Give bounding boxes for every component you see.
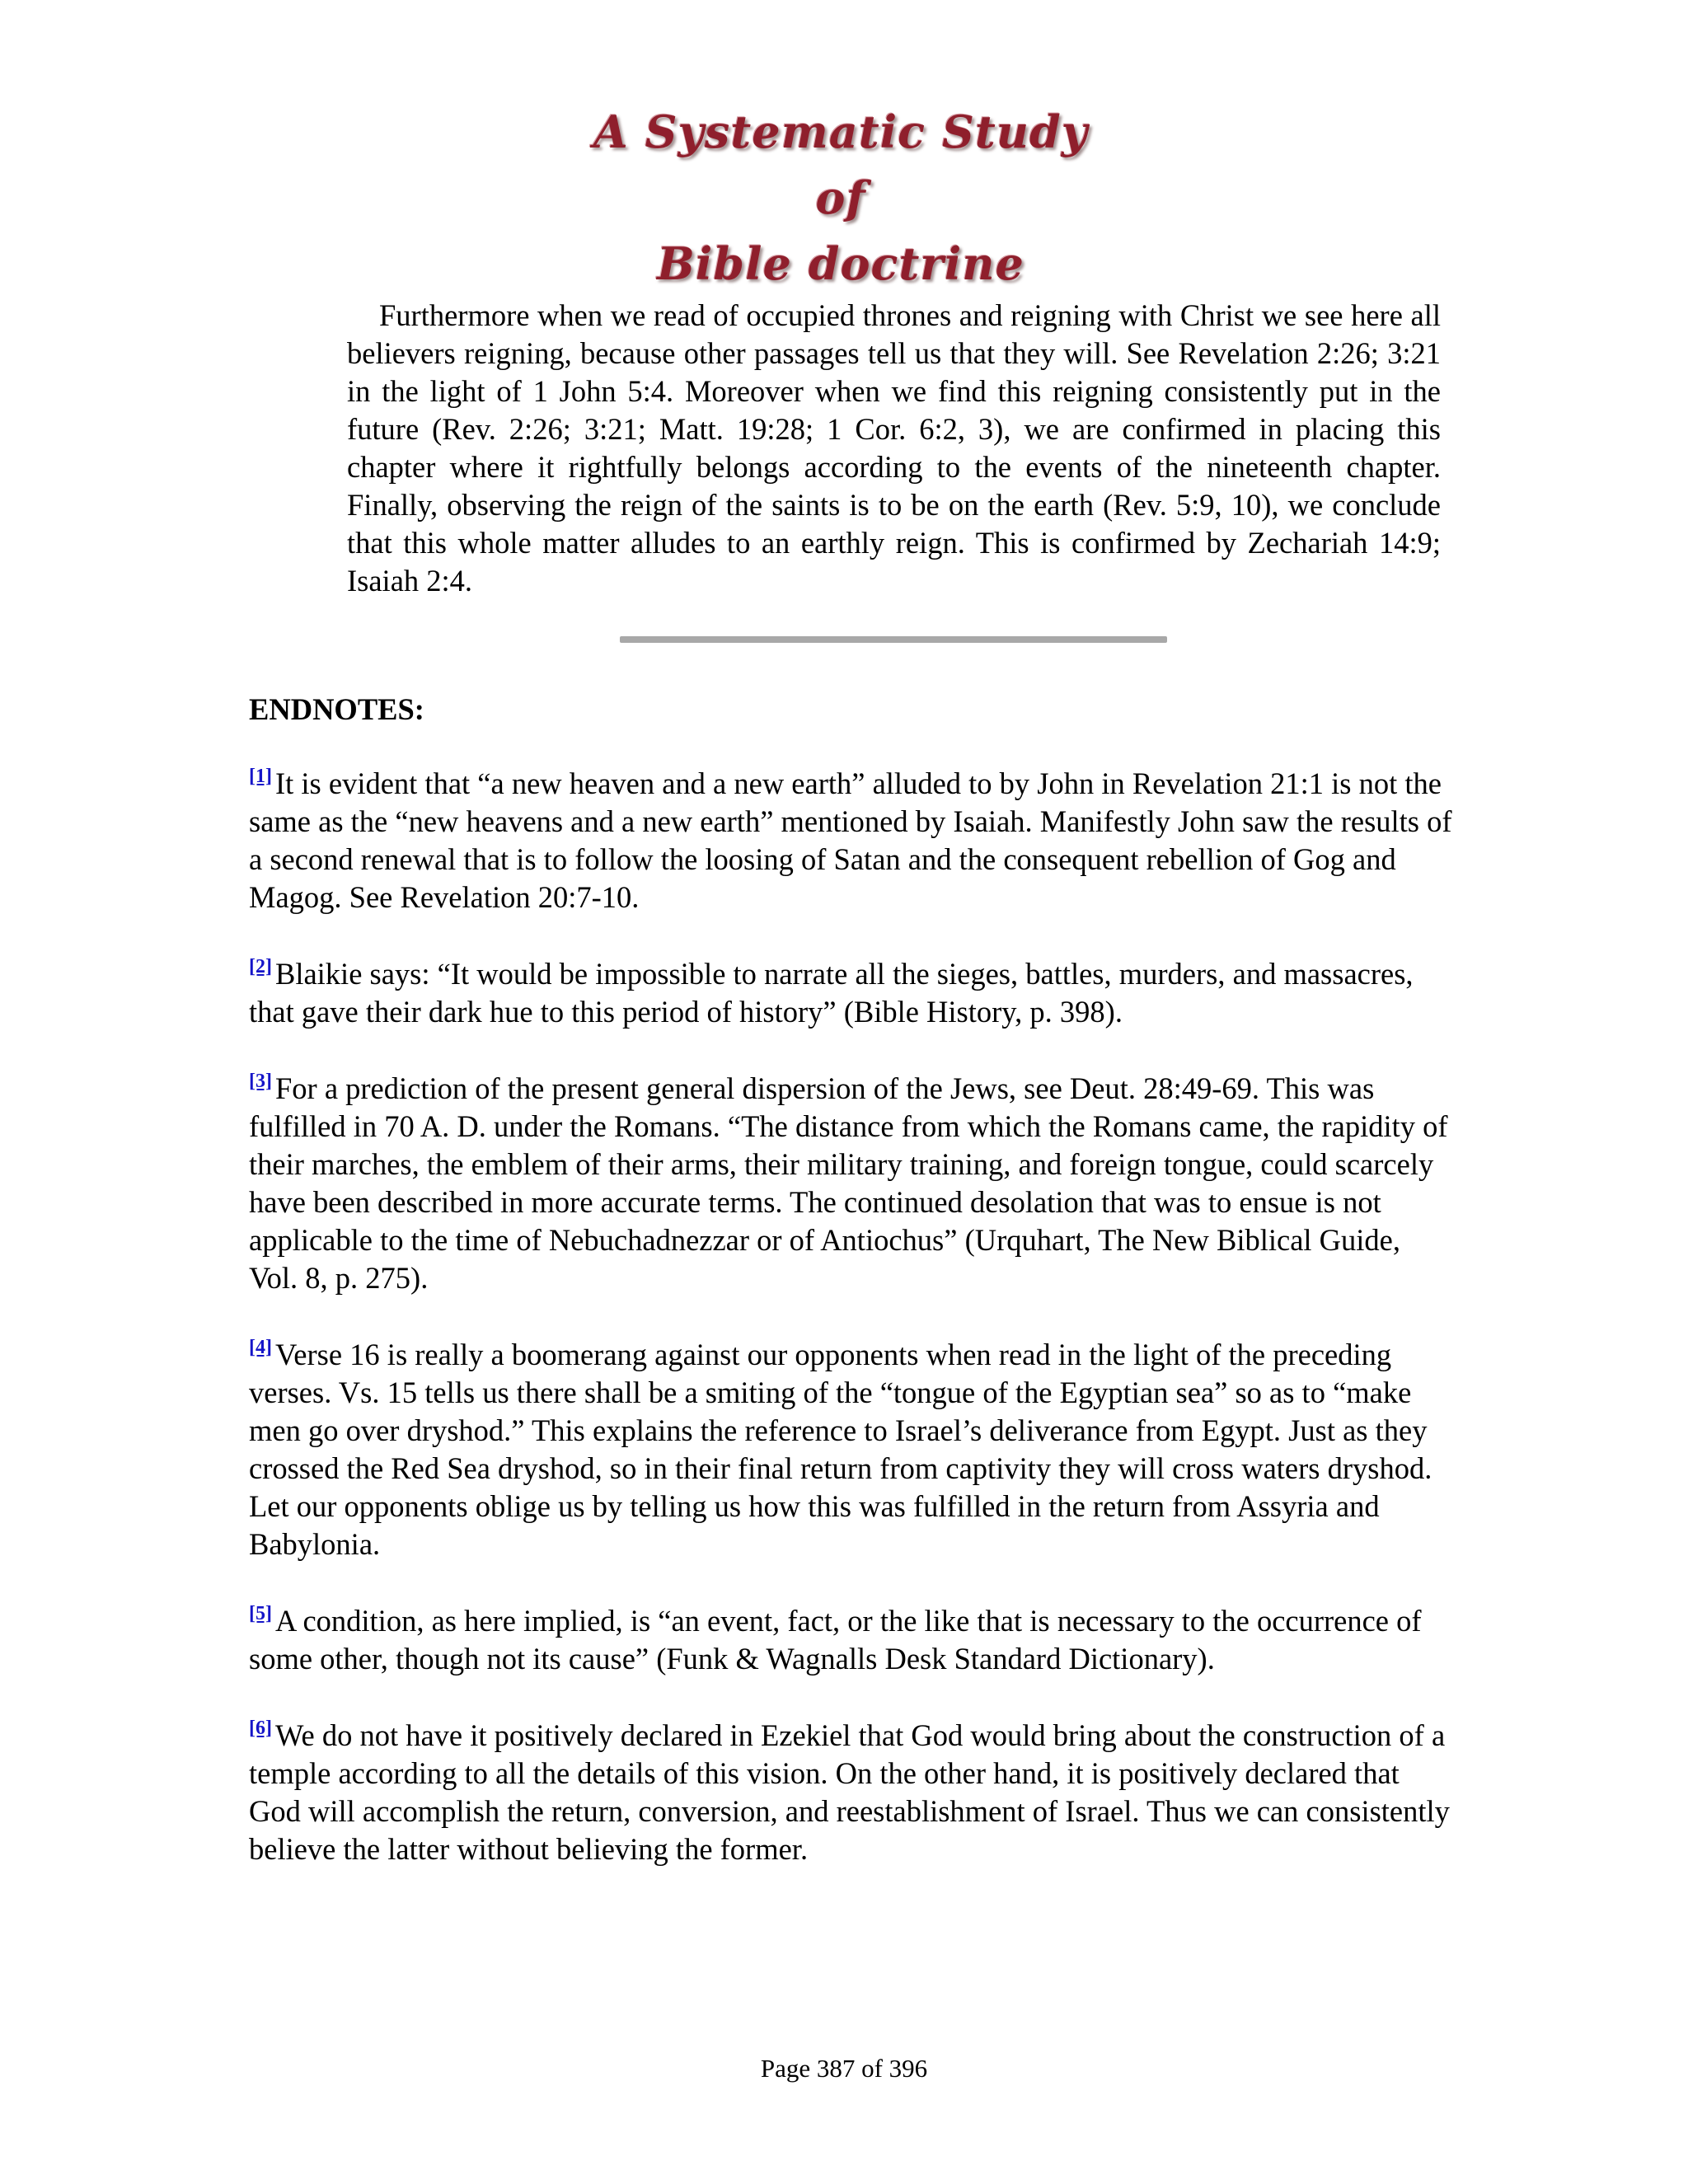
endnote-marker-1[interactable]: [1] [249, 766, 272, 787]
title-line-2: Bible doctrine [657, 237, 1025, 290]
title-line-1: A Systematic Study of [593, 105, 1089, 224]
endnote-marker-3[interactable]: [3] [249, 1071, 272, 1092]
endnote-2 [249, 955, 1452, 1031]
endnote-4 [249, 1336, 1452, 1563]
endnote-text-6: We do not have it positively declared in Ezekiel that God would bring about the construction of a temple according to all the details of this vision. On the other hand, it is positively declared that God will accomplish the return, conversion, and reestablishment of Israel. Thus we can consistently believe the latter without believing the former. [249, 1718, 1450, 1866]
endnote-1 [249, 765, 1452, 916]
endnote-text-1: It is evident that “a new heaven and a new earth” alluded to by John in Revelation 21:1 is not the same as the “new heavens and a new earth” mentioned by Isaiah. Manifestly John saw the results of a second renewal that is to follow the loosing of Satan and the consequent rebellion of Gog and Magog. See Revelation 20:7-10. [249, 766, 1452, 914]
intro-paragraph: Furthermore when we read of occupied thrones and reigning with Christ we see here all believers reigning, because other passages tell us that they will. See Revelation 2:26; 3:21 in the light of 1 John 5:4. Moreover when we find this reigning consistently put in the future (Rev. 2:26; 3:21; Matt. 19:28; 1 Cor. 6:2, 3), we are confirmed in placing this chapter where it rightfully belongs according to the events of the nineteenth chapter. Finally, observing the reign of the saints is to be on the earth (Rev. 5:9, 10), we conclude that this whole matter alludes to an earthly reign. This is confirmed by Zechariah 14:9; Isaiah 2:4. [347, 298, 1441, 598]
endnotes-list [249, 765, 1452, 1907]
endnotes-heading: ENDNOTES: [249, 692, 424, 726]
endnote-6 [249, 1717, 1452, 1868]
title-logo [569, 99, 1113, 297]
endnote-text-4: Verse 16 is really a boomerang against our opponents when read in the light of the preceding verses. Vs. 15 tells us there shall be a smiting of the “tongue of the Egyptian sea” so as to “make men go over dryshod.” This explains the reference to Israel’s deliverance from Egypt. Just as they crossed the Red Sea dryshod, so in their final return from captivity they will cross waters dryshod. Let our opponents oblige us by telling us how this was fulfilled in the return from Assyria and Babylonia. [249, 1338, 1432, 1561]
endnote-marker-4[interactable]: [4] [249, 1337, 272, 1358]
page-number: Page 387 of 396 [760, 2054, 928, 2083]
endnote-marker-2[interactable]: [2] [249, 956, 272, 977]
endnote-text-5: A condition, as here implied, is “an event, fact, or the like that is necessary to the occurrence of some other, though not its cause” (Funk & Wagnalls Desk Standard Dictionary). [249, 1604, 1422, 1675]
endnote-3 [249, 1070, 1452, 1297]
horizontal-divider [620, 636, 1167, 643]
endnote-text-3: For a prediction of the present general dispersion of the Jews, see Deut. 28:49-69. This was fulfilled in 70 A. D. under the Romans. “The distance from which the Romans came, the rapidity of their marches, the emblem of their arms, their military training, and foreign tongue, could scarcely have been described in more accurate terms. The continued desolation that was to ensue is not applicable to the time of Nebuchadnezzar or of Antiochus” (Urquhart, The New Biblical Guide, Vol. 8, p. 275). [249, 1071, 1448, 1295]
endnote-5 [249, 1602, 1452, 1678]
endnote-marker-6[interactable]: [6] [249, 1718, 272, 1739]
endnote-text-2: Blaikie says: “It would be impossible to narrate all the sieges, battles, murders, and massacres, that gave their dark hue to this period of history” (Bible History, p. 398). [249, 957, 1414, 1029]
endnote-marker-5[interactable]: [5] [249, 1603, 272, 1624]
